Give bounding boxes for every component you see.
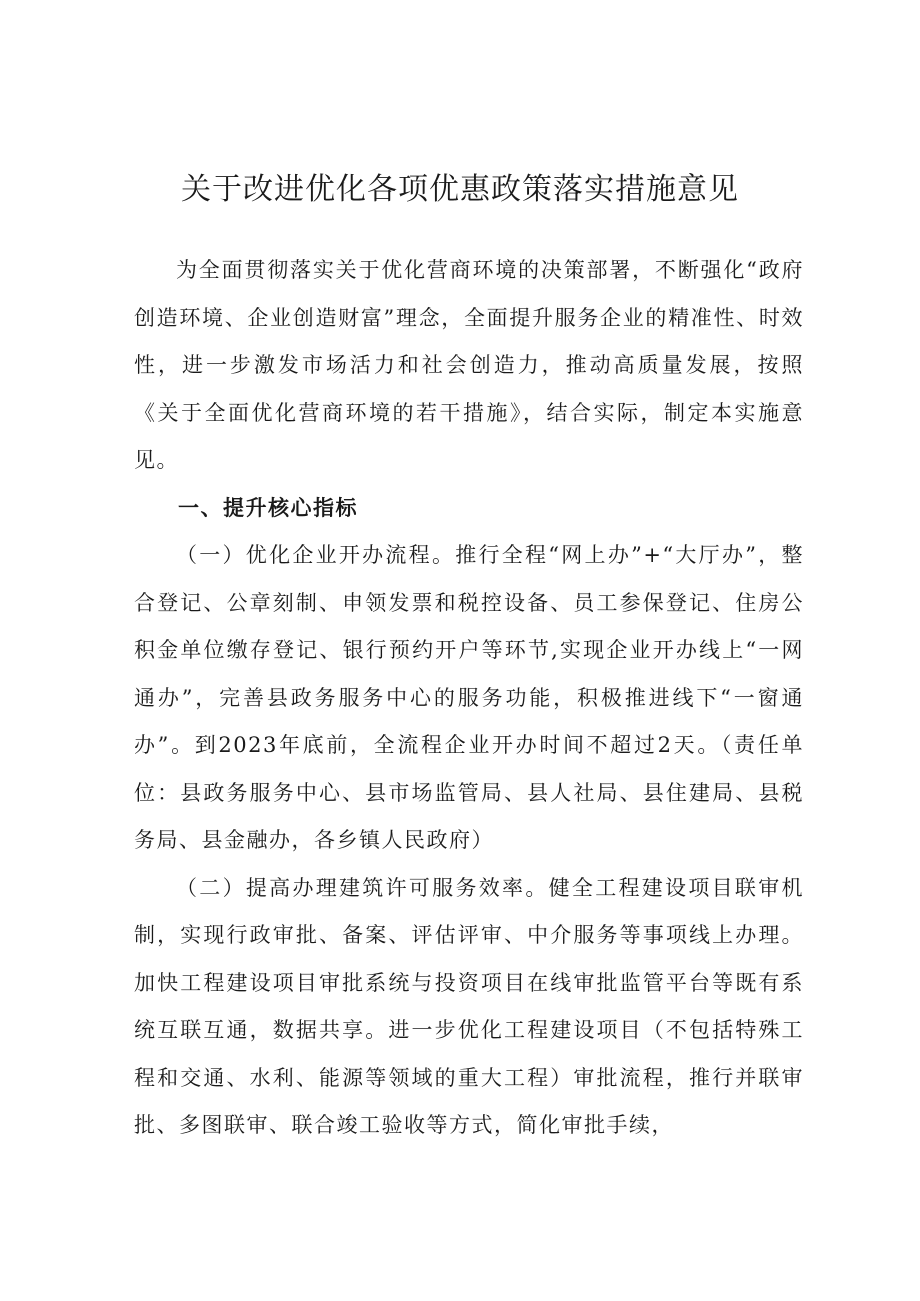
document-title: 关于改进优化各项优惠政策落实措施意见 [181, 172, 739, 207]
section-item-2: （二）提高办理建筑许可服务效率。健全工程建设项目联审机制，实现行政审批、备案、评估评审、中介服务等事项线上办理。加快工程建设项目审批系统与投资项目在线审批监管平台等既有系统互联互通，数据共享。进一步优化工程建设项目（不包括特殊工程和交通、水利、能源等领域的重大工程）审批流程，推行并联审批、多图联审、联合竣工验收等方式，简化审批手续， [134, 875, 804, 1137]
intro-paragraph: 为全面贯彻落实关于优化营商环境的决策部署，不断强化“政府创造环境、企业创造财富”理念，全面提升服务企业的精准性、时效性，进一步激发市场活力和社会创造力，推动高质量发展，按照《关于全面优化营商环境的若干措施》，结合实际，制定本实施意见。 [134, 258, 804, 472]
section-heading: 一、提升核心指标 [178, 495, 358, 520]
document-body [134, 247, 804, 1150]
section-item-1: （一）优化企业开办流程。推行全程“网上办”+“大厅办”，整合登记、公章刻制、申领发票和税控设备、员工参保登记、住房公积金单位缴存登记、银行预约开户等环节,实现企业开办线上“一网通办”，完善县政务服务中心的服务功能，积极推进线下“一窗通办”。到2023年底前，全流程企业开办时间不超过2天。（责任单位：县政务服务中心、县市场监管局、县人社局、县住建局、县税务局、县金融办，各乡镇人民政府） [134, 543, 804, 852]
